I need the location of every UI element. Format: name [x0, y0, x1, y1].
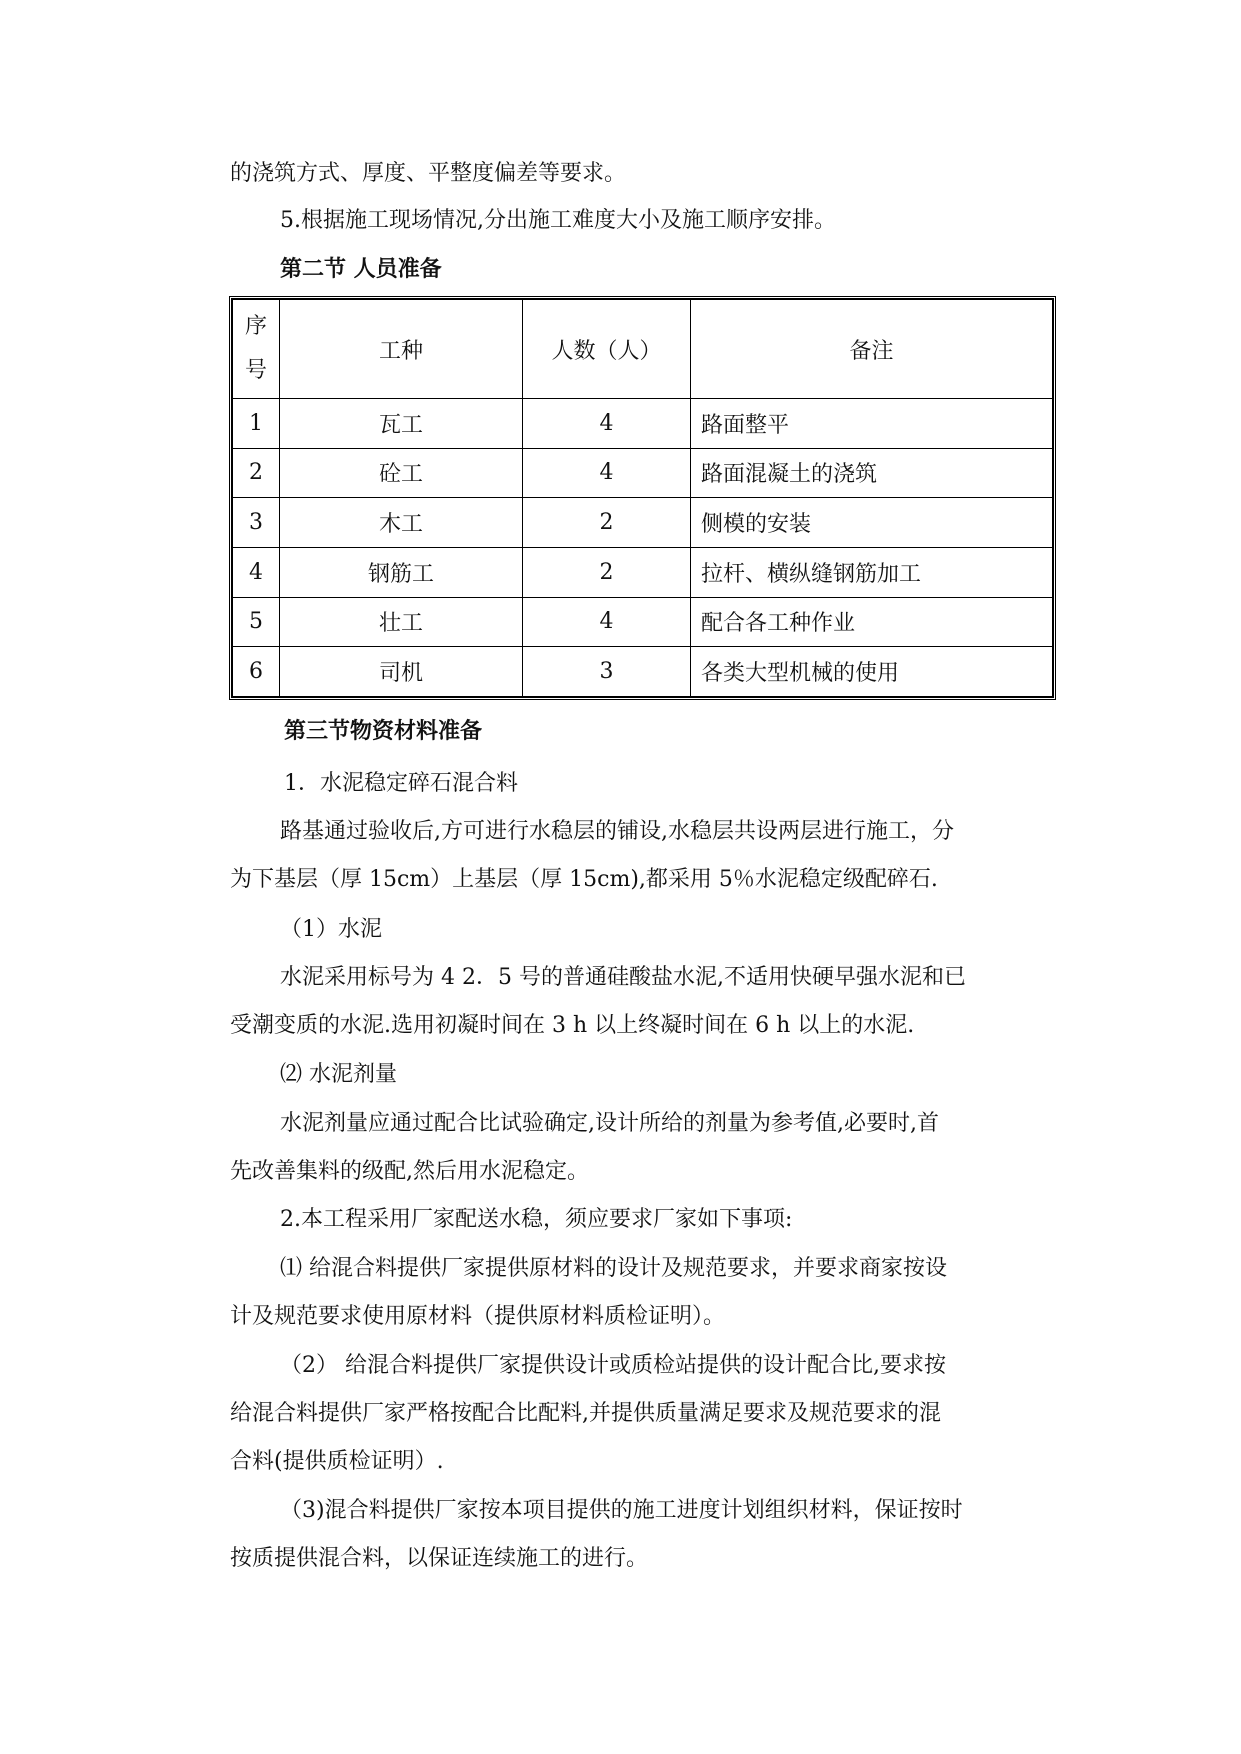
table-row [233, 547, 1053, 597]
paragraph-item-2: 2.本工程采用厂家配送水稳，须应要求厂家如下事项: [280, 1207, 793, 1232]
paragraph-line: 给混合料提供厂家严格按配合比配料,并提供质量满足要求及规范要求的混 [230, 1401, 941, 1426]
paragraph-line: 受潮变质的水泥.选用初凝时间在 3 h 以上终凝时间在 6 h 以上的水泥. [230, 1013, 915, 1038]
subheading-cement-gravel: 1．水泥稳定碎石混合料 [284, 771, 518, 796]
paragraph-line: 为下基层（厚 15cm）上基层（厚 15cm),都采用 5％水泥稳定级配碎石. [230, 867, 938, 892]
header-note: 备注 [691, 300, 1053, 399]
cell-count: 4 [523, 399, 691, 449]
table-row [233, 647, 1053, 697]
paragraph-line: 水泥剂量应通过配合比试验确定,设计所给的剂量为参考值,必要时,首 [280, 1111, 939, 1136]
paragraph-item-5: 5.根据施工现场情况,分出施工难度大小及施工顺序安排。 [280, 208, 836, 233]
cell-note: 拉杆、横纵缝钢筋加工 [691, 547, 1053, 597]
cell-count: 4 [523, 448, 691, 498]
subheading-cement: （1）水泥 [280, 917, 382, 942]
table-header-row [233, 300, 1053, 399]
table-row [233, 498, 1053, 548]
cell-trade: 木工 [280, 498, 523, 548]
paragraph-continuation: 的浇筑方式、厚度、平整度偏差等要求。 [230, 161, 627, 186]
table-row [233, 399, 1053, 449]
cell-seq: 3 [233, 498, 280, 548]
table-row [233, 597, 1053, 647]
cell-trade: 司机 [280, 647, 523, 697]
cell-note: 路面整平 [691, 399, 1053, 449]
header-count: 人数（人） [523, 300, 691, 399]
cell-seq: 6 [233, 647, 280, 697]
cell-count: 2 [523, 498, 691, 548]
cell-seq: 5 [233, 597, 280, 647]
header-seq [233, 300, 280, 399]
cell-note: 路面混凝土的浇筑 [691, 448, 1053, 498]
paragraph-line: 路基通过验收后,方可进行水稳层的铺设,水稳层共设两层进行施工，分 [280, 819, 954, 844]
paragraph-line: （2） 给混合料提供厂家提供设计或质检站提供的设计配合比,要求按 [280, 1353, 946, 1378]
paragraph-line: （3)混合料提供厂家按本项目提供的施工进度计划组织材料，保证按时 [280, 1498, 963, 1523]
cell-note: 侧模的安装 [691, 498, 1053, 548]
paragraph-line: 水泥采用标号为 4 2．5 号的普通硅酸盐水泥,不适用快硬早强水泥和已 [280, 965, 966, 990]
paragraph-line: 按质提供混合料，以保证连续施工的进行。 [230, 1546, 649, 1571]
cell-trade: 瓦工 [280, 399, 523, 449]
cell-trade: 钢筋工 [280, 547, 523, 597]
header-seq-line1: 序 [244, 314, 267, 339]
cell-seq: 2 [233, 448, 280, 498]
paragraph-line: 计及规范要求使用原材料（提供原材料质检证明）。 [230, 1304, 726, 1329]
cell-count: 3 [523, 647, 691, 697]
section-heading-personnel: 第二节 人员准备 [280, 257, 442, 282]
paragraph-line: ⑴ 给混合料提供厂家提供原材料的设计及规范要求，并要求商家按设 [280, 1256, 947, 1281]
cell-seq: 1 [233, 399, 280, 449]
paragraph-line: 先改善集料的级配,然后用水泥稳定。 [230, 1159, 589, 1184]
personnel-table [229, 296, 1056, 700]
cell-note: 配合各工种作业 [691, 597, 1053, 647]
header-seq-line2: 号 [244, 358, 267, 383]
cell-note: 各类大型机械的使用 [691, 647, 1053, 697]
section-heading-materials: 第三节物资材料准备 [284, 719, 483, 744]
cell-seq: 4 [233, 547, 280, 597]
cell-count: 4 [523, 597, 691, 647]
subheading-cement-dosage: ⑵ 水泥剂量 [280, 1062, 397, 1087]
cell-trade: 壮工 [280, 597, 523, 647]
paragraph-line: 合料(提供质检证明）. [230, 1449, 444, 1474]
cell-trade: 砼工 [280, 448, 523, 498]
header-trade: 工种 [280, 300, 523, 399]
table-row [233, 448, 1053, 498]
cell-count: 2 [523, 547, 691, 597]
